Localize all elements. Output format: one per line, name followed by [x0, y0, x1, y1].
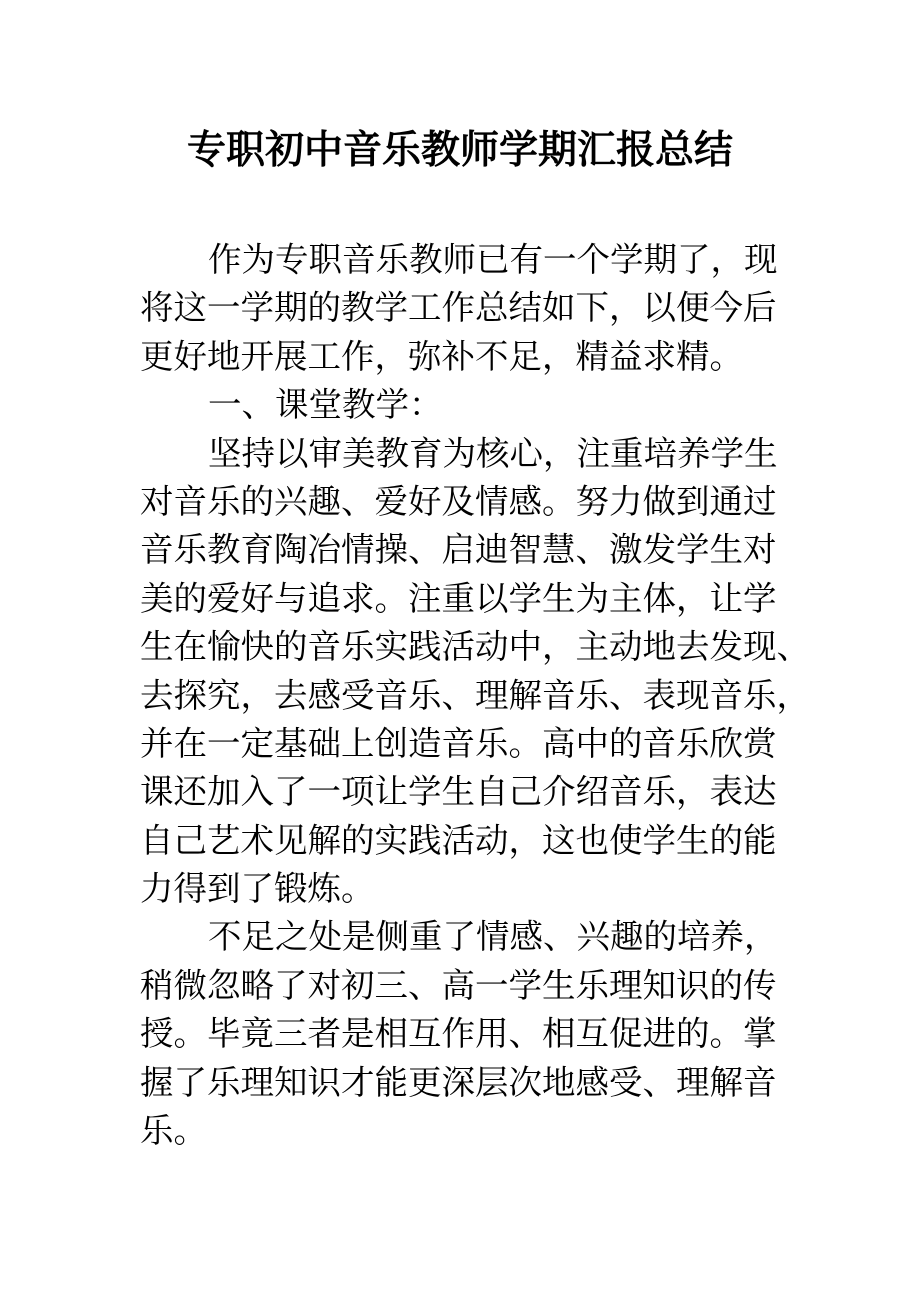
body-line: 授。毕竟三者是相互作用、相互促进的。掌	[140, 1014, 777, 1054]
body-line: 美的爱好与追求。注重以学生为主体，让学	[140, 578, 777, 618]
body-line: 更好地开展工作，弥补不足，精益求精。	[140, 336, 743, 376]
body-line: 一、课堂教学：	[208, 385, 443, 425]
body-line: 将这一学期的教学工作总结如下，以便今后	[140, 288, 777, 328]
body-line: 稍微忽略了对初三、高一学生乐理知识的传	[140, 965, 777, 1005]
body-line: 生在愉快的音乐实践活动中，主动地去发现、	[140, 627, 810, 667]
body-line: 握了乐理知识才能更深层次地感受、理解音	[140, 1062, 777, 1102]
document-body	[140, 236, 810, 1155]
document-title: 专职初中音乐教师学期汇报总结	[186, 127, 733, 173]
body-line: 力得到了锻炼。	[140, 869, 375, 909]
body-line: 音乐教育陶冶情操、启迪智慧、激发学生对	[140, 530, 777, 570]
body-line: 坚持以审美教育为核心，注重培养学生	[208, 433, 778, 473]
body-line: 课还加入了一项让学生自己介绍音乐，表达	[140, 772, 777, 812]
body-line: 自己艺术见解的实践活动，这也使学生的能	[140, 820, 777, 860]
body-line: 作为专职音乐教师已有一个学期了，现	[208, 240, 778, 279]
body-line: 对音乐的兴趣、爱好及情感。努力做到通过	[140, 481, 777, 521]
body-line: 去探究，去感受音乐、理解音乐、表现音乐，	[140, 675, 810, 715]
body-line: 并在一定基础上创造音乐。高中的音乐欣赏	[140, 723, 777, 763]
body-line: 不足之处是侧重了情感、兴趣的培养，	[208, 917, 778, 957]
body-line: 乐。	[140, 1111, 207, 1151]
